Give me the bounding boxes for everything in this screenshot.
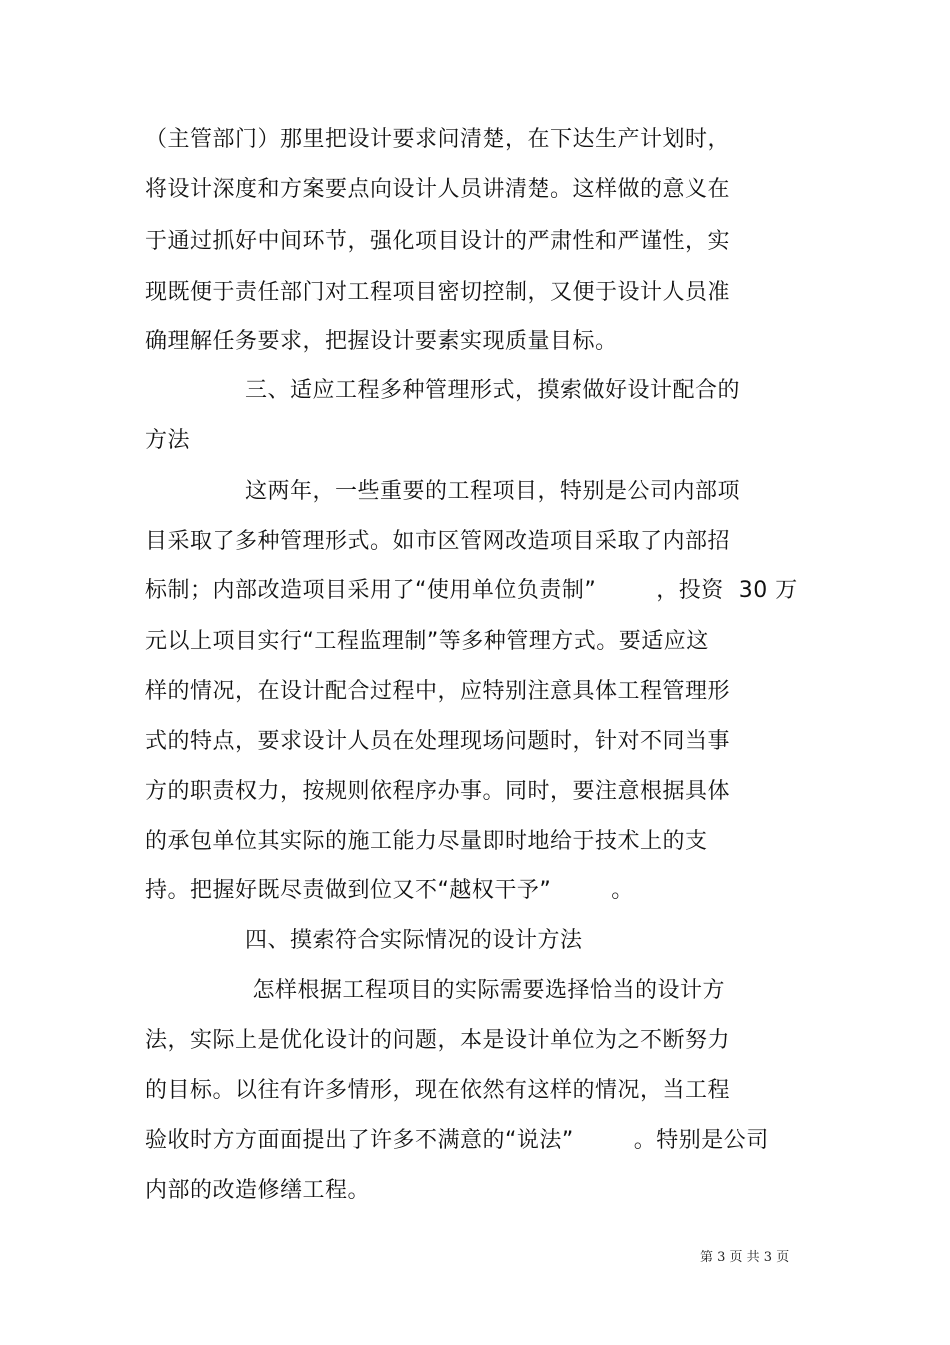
text-line: 于通过抓好中间环节，强化项目设计的严肃性和严谨性，实 (145, 229, 731, 254)
text-line: 验收时方方面面提出了许多不满意的“说法” 。特别是公司 (145, 1128, 769, 1153)
text-line: 确理解任务要求，把握设计要素实现质量目标。 (145, 329, 618, 354)
text-line: 法，实际上是优化设计的问题，本是设计单位为之不断努力 (145, 1028, 731, 1053)
text-line: 元以上项目实行“工程监理制”等多种管理方式。要适应这 (145, 629, 709, 654)
page-number-footer: 第 3 页 共 3 页 (700, 1250, 790, 1265)
text-line: 标制；内部改造项目采用了“使用单位负责制” ，投资 30 万 (145, 578, 798, 603)
text-line: （主管部门）那里把设计要求问清楚，在下达生产计划时， (145, 127, 731, 152)
text-line: 的目标。以往有许多情形，现在依然有这样的情况，当工程 (145, 1078, 731, 1103)
text-line: 的承包单位其实际的施工能力尽量即时地给于技术上的支 (145, 829, 708, 854)
text-line: 式的特点，要求设计人员在处理现场问题时，针对不同当事 (145, 729, 731, 754)
paragraph-start: 怎样根据工程项目的实际需要选择恰当的设计方 (245, 978, 725, 1003)
paragraph-start: 这两年，一些重要的工程项目，特别是公司内部项 (245, 479, 741, 504)
text-line: 持。把握好既尽责做到位又不“越权干予” 。 (145, 878, 634, 903)
text-line: 样的情况，在设计配合过程中，应特别注意具体工程管理形 (145, 679, 731, 704)
text-line: 方的职责权力，按规则依程序办事。同时，要注意根据具体 (145, 779, 731, 804)
text-line: 目采取了多种管理形式。如市区管网改造项目采取了内部招 (145, 529, 731, 554)
text-line: 现既便于责任部门对工程项目密切控制，又便于设计人员准 (145, 280, 731, 305)
text-line: 内部的改造修缮工程。 (145, 1178, 371, 1203)
section-heading: 三、适应工程多种管理形式，摸索做好设计配合的 (245, 378, 741, 403)
text-line: 将设计深度和方案要点向设计人员讲清楚。这样做的意义在 (145, 177, 731, 202)
section-heading: 四、摸索符合实际情况的设计方法 (245, 928, 583, 953)
section-heading-continued: 方法 (145, 428, 191, 453)
